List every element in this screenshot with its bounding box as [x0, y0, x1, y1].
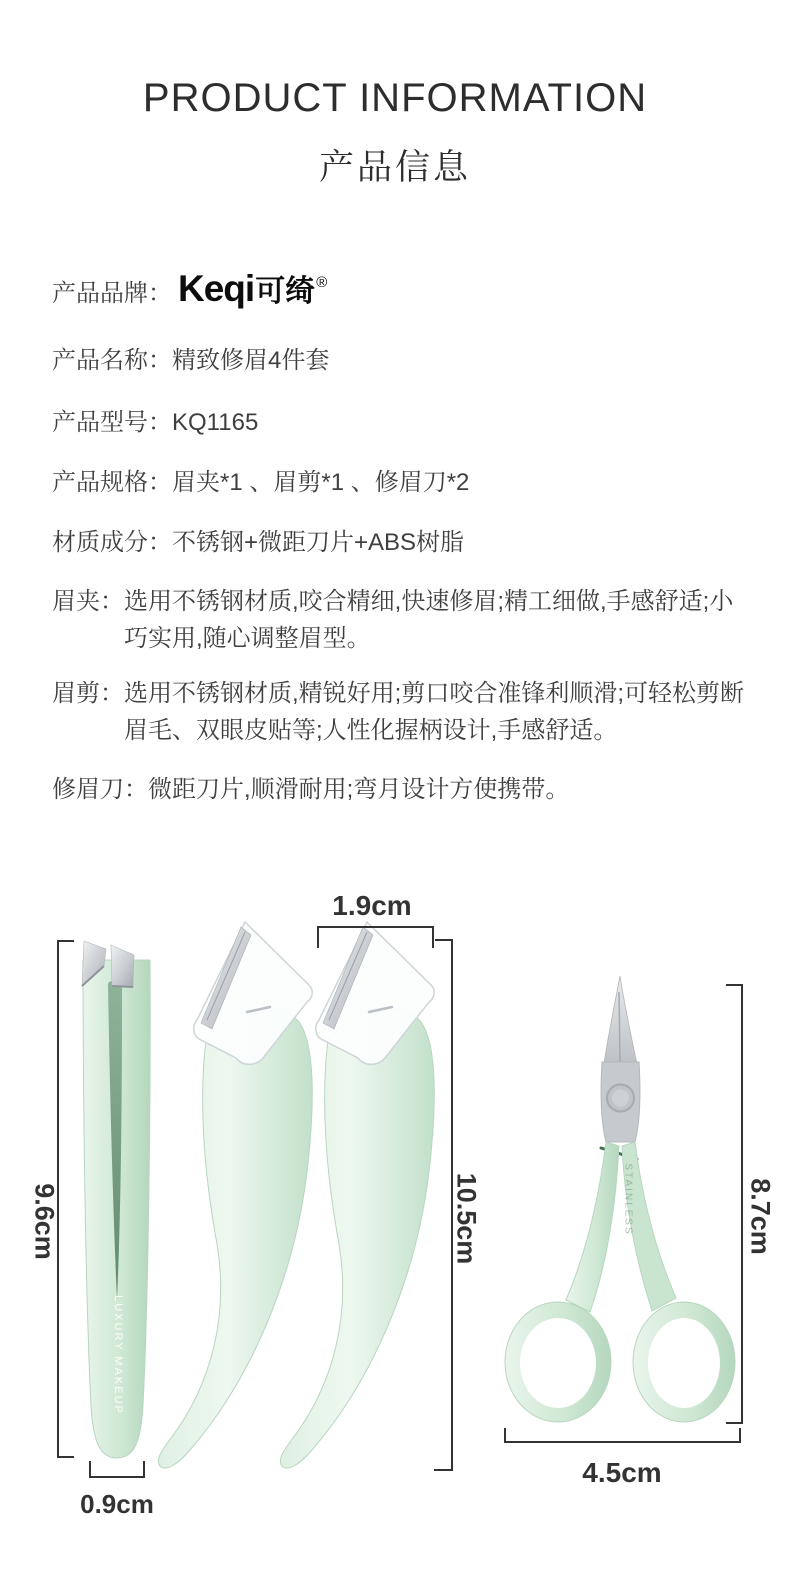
page-title-en: PRODUCT INFORMATION: [142, 76, 648, 120]
scissors-illustration: [505, 976, 735, 1422]
brand-logo-zh: 可绮: [255, 275, 316, 308]
spec-label: 产品规格：: [52, 469, 172, 496]
brand-logo-en: Keqi: [178, 268, 255, 309]
spec-label: 材质成分：: [52, 529, 172, 556]
spec-label: 产品名称：: [52, 347, 172, 374]
scissors-length-label: 8.7cm: [745, 1178, 776, 1255]
spec-value: 眉夹*1 、眉剪*1 、修眉刀*2: [172, 469, 470, 496]
description-label: 眉夹：: [52, 588, 124, 615]
description-label: 眉剪：: [52, 680, 124, 707]
description-text: 选用不锈钢材质,咬合精细,快速修眉;精工细做,手感舒适;小巧实用,随心调整眉型。: [124, 588, 734, 652]
tweezers-engraving-text: LUXURY MAKEUP: [112, 1295, 124, 1415]
page-title-zh: 产品信息: [318, 148, 471, 187]
razor-illustration-1: [158, 922, 312, 1468]
scissors-engraving-text: STAINLESS: [622, 1163, 634, 1236]
razor-width-label: 1.9cm: [332, 890, 412, 921]
tweezers-width-label: 0.9cm: [80, 1489, 154, 1519]
spec-value: 精致修眉4件套: [172, 347, 330, 374]
description-text: 选用不锈钢材质,精锐好用;剪口咬合准锋利顺滑;可轻松剪断眉毛、双眼皮贴等;人性化握柄设计,手感舒适。: [124, 680, 745, 744]
description-text: 微距刀片,顺滑耐用;弯月设计方使携带。: [148, 776, 570, 803]
spec-label: 产品型号：: [52, 409, 172, 436]
spec-value: KQ1165: [172, 409, 259, 436]
razor-length-label: 10.5cm: [451, 1172, 482, 1265]
spec-value: 不锈钢+微距刀片+ABS树脂: [172, 529, 465, 556]
tweezers-length-label: 9.6cm: [29, 1183, 60, 1260]
brand-label: 产品品牌：: [52, 280, 172, 307]
registered-trademark-mark: ®: [316, 274, 328, 291]
scissors-width-label: 4.5cm: [582, 1457, 662, 1488]
description-label: 修眉刀：: [52, 776, 148, 803]
